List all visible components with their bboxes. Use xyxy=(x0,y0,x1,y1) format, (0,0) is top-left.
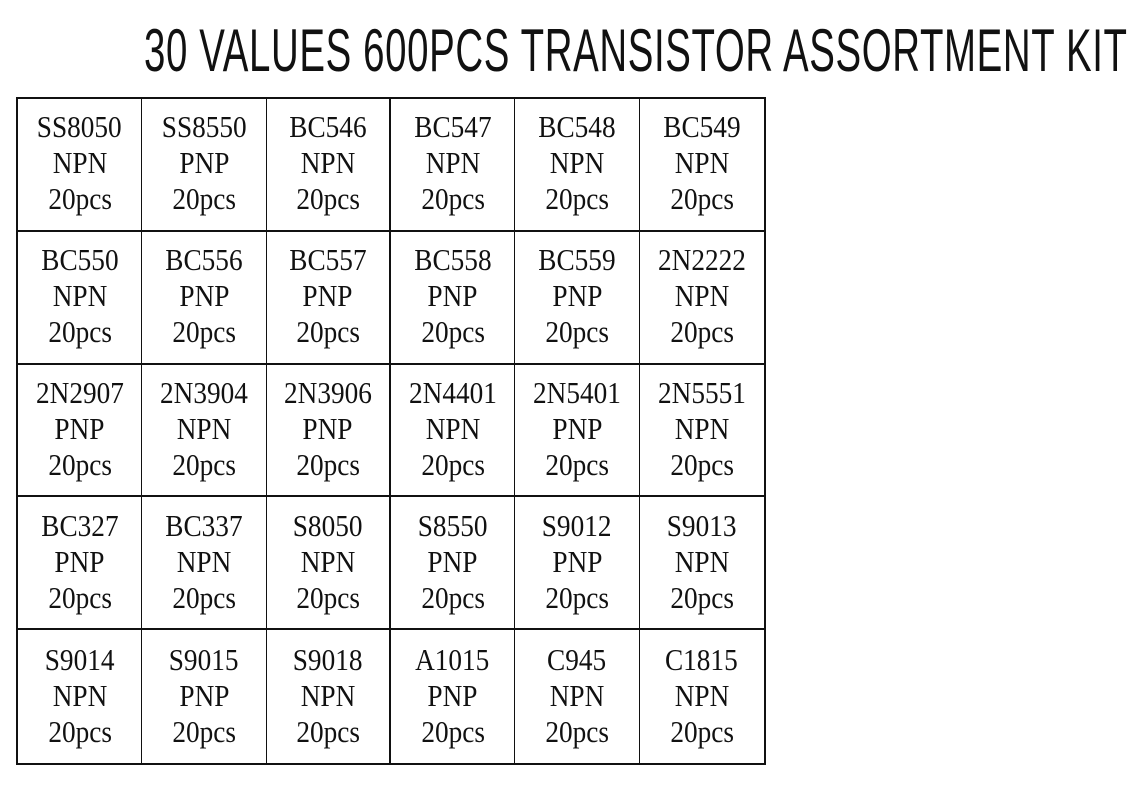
quantity: 20pcs xyxy=(420,579,485,615)
part-number: S9012 xyxy=(542,507,612,543)
polarity: PNP xyxy=(178,677,230,713)
quantity: 20pcs xyxy=(295,446,360,482)
polarity: NPN xyxy=(674,677,730,713)
polarity: PNP xyxy=(54,410,105,446)
polarity: NPN xyxy=(549,677,605,713)
table-cell xyxy=(640,497,764,630)
part-number: 2N2222 xyxy=(657,242,746,278)
part-number: 2N4401 xyxy=(408,374,497,410)
quantity: 20pcs xyxy=(172,713,236,749)
quantity: 20pcs xyxy=(669,314,734,350)
polarity: NPN xyxy=(425,410,480,446)
table-cell xyxy=(515,99,639,232)
quantity: 20pcs xyxy=(545,181,609,217)
part-number: S9013 xyxy=(666,507,737,543)
table-cell xyxy=(18,365,142,498)
part-number: 2N3906 xyxy=(283,374,372,410)
quantity: 20pcs xyxy=(420,713,485,749)
polarity: PNP xyxy=(54,543,105,579)
polarity: PNP xyxy=(427,677,478,713)
polarity: PNP xyxy=(551,278,603,314)
part-number: BC556 xyxy=(165,242,243,278)
quantity: 20pcs xyxy=(669,181,734,217)
part-number: BC558 xyxy=(414,242,492,278)
polarity: NPN xyxy=(52,677,107,713)
quantity: 20pcs xyxy=(545,579,609,615)
table-cell xyxy=(18,497,142,630)
part-number: S8050 xyxy=(292,507,363,543)
quantity: 20pcs xyxy=(669,579,734,615)
quantity: 20pcs xyxy=(172,314,236,350)
table-cell xyxy=(142,365,266,498)
quantity: 20pcs xyxy=(47,181,112,217)
polarity: PNP xyxy=(178,278,230,314)
quantity: 20pcs xyxy=(172,579,236,615)
part-number: BC327 xyxy=(41,507,119,543)
part-number: SS8550 xyxy=(161,109,247,145)
part-number: 2N2907 xyxy=(35,374,124,410)
quantity: 20pcs xyxy=(420,314,485,350)
part-number: S8550 xyxy=(417,507,488,543)
quantity: 20pcs xyxy=(47,446,112,482)
table-cell xyxy=(391,630,515,763)
part-number: BC546 xyxy=(289,109,367,145)
polarity: PNP xyxy=(551,410,603,446)
part-number: S9018 xyxy=(292,641,363,677)
quantity: 20pcs xyxy=(47,579,112,615)
table-cell xyxy=(18,232,142,365)
table-cell xyxy=(18,99,142,232)
quantity: 20pcs xyxy=(545,314,609,350)
polarity: NPN xyxy=(176,543,232,579)
polarity: NPN xyxy=(425,145,480,181)
polarity: NPN xyxy=(549,145,605,181)
quantity: 20pcs xyxy=(545,713,609,749)
part-number: BC337 xyxy=(165,507,243,543)
polarity: NPN xyxy=(300,145,356,181)
polarity: PNP xyxy=(178,145,230,181)
polarity: NPN xyxy=(176,410,232,446)
quantity: 20pcs xyxy=(669,446,734,482)
table-cell xyxy=(391,497,515,630)
quantity: 20pcs xyxy=(420,446,485,482)
table-cell xyxy=(267,99,391,232)
polarity: NPN xyxy=(674,543,730,579)
table-cell xyxy=(267,630,391,763)
quantity: 20pcs xyxy=(669,713,734,749)
quantity: 20pcs xyxy=(545,446,609,482)
table-cell xyxy=(640,630,764,763)
polarity: PNP xyxy=(302,278,353,314)
table-cell xyxy=(391,232,515,365)
quantity: 20pcs xyxy=(47,713,112,749)
polarity: PNP xyxy=(427,278,478,314)
polarity: NPN xyxy=(52,278,107,314)
part-number: 2N5551 xyxy=(657,374,746,410)
table-cell xyxy=(142,99,266,232)
polarity: NPN xyxy=(300,677,356,713)
polarity: PNP xyxy=(551,543,603,579)
quantity: 20pcs xyxy=(420,181,485,217)
part-number: 2N3904 xyxy=(160,374,248,410)
table-cell xyxy=(391,365,515,498)
polarity: PNP xyxy=(302,410,353,446)
table-cell xyxy=(640,99,764,232)
part-number: 2N5401 xyxy=(533,374,621,410)
part-number: S9014 xyxy=(44,641,115,677)
table-cell xyxy=(142,497,266,630)
part-number: S9015 xyxy=(169,641,239,677)
part-number: BC549 xyxy=(663,109,741,145)
table-cell xyxy=(267,232,391,365)
part-number: C945 xyxy=(547,641,607,677)
quantity: 20pcs xyxy=(172,446,236,482)
page-title: 30 VALUES 600PCS TRANSISTOR ASSORTMENT KIT xyxy=(144,17,1128,84)
table-cell xyxy=(515,497,639,630)
table-cell xyxy=(142,630,266,763)
quantity: 20pcs xyxy=(295,314,360,350)
table-cell xyxy=(391,99,515,232)
quantity: 20pcs xyxy=(47,314,112,350)
part-number: A1015 xyxy=(415,641,490,677)
quantity: 20pcs xyxy=(295,181,360,217)
part-number: BC548 xyxy=(538,109,616,145)
table-cell xyxy=(640,365,764,498)
transistor-table xyxy=(16,97,766,765)
table-cell xyxy=(142,232,266,365)
table-cell xyxy=(515,365,639,498)
table-cell xyxy=(640,232,764,365)
part-number: SS8050 xyxy=(37,109,123,145)
table-cell xyxy=(515,630,639,763)
table-cell xyxy=(267,497,391,630)
quantity: 20pcs xyxy=(295,579,360,615)
polarity: NPN xyxy=(674,410,730,446)
part-number: BC547 xyxy=(414,109,492,145)
polarity: NPN xyxy=(52,145,107,181)
table-cell xyxy=(515,232,639,365)
part-number: BC550 xyxy=(41,242,119,278)
polarity: NPN xyxy=(674,278,730,314)
quantity: 20pcs xyxy=(295,713,360,749)
part-number: BC559 xyxy=(538,242,616,278)
polarity: PNP xyxy=(427,543,478,579)
polarity: NPN xyxy=(300,543,356,579)
polarity: NPN xyxy=(674,145,730,181)
part-number: BC557 xyxy=(289,242,367,278)
table-cell xyxy=(18,630,142,763)
quantity: 20pcs xyxy=(172,181,236,217)
part-number: C1815 xyxy=(665,641,739,677)
table-cell xyxy=(267,365,391,498)
